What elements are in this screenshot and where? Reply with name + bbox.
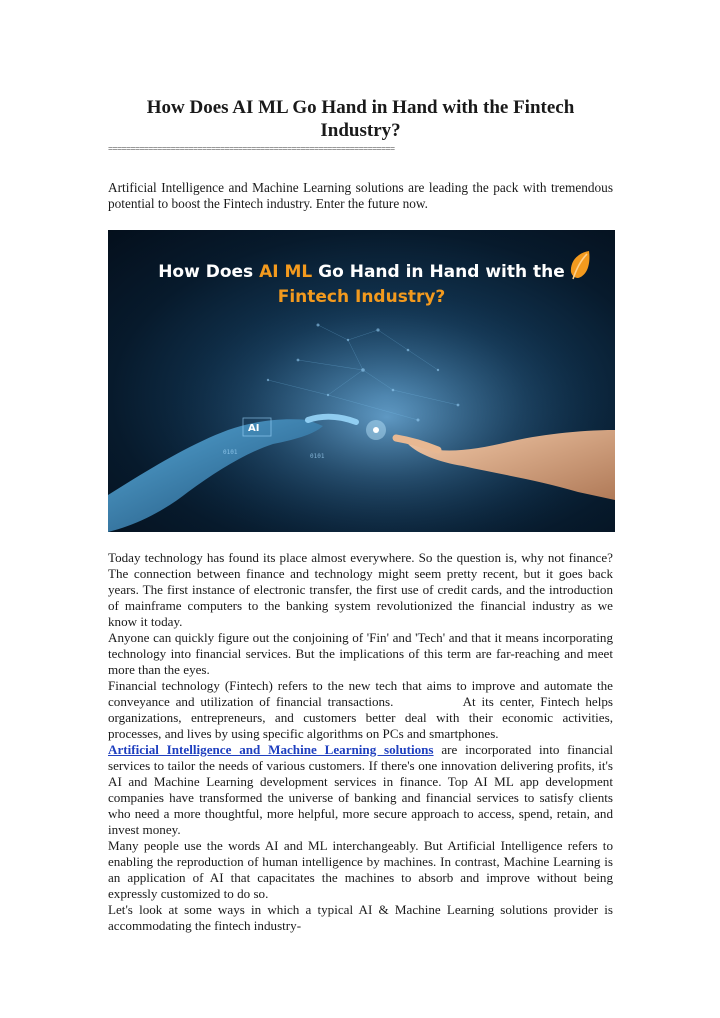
document-page (108, 0, 617, 934)
paragraph-ai-ml-services (108, 742, 613, 838)
hero-image (108, 230, 615, 532)
paragraph-ways-intro: Let's look at some ways in which a typical AI & Machine Learning solutions provider is accommodating the fintech industry- (108, 902, 613, 933)
ai-ml-solutions-link[interactable]: Artificial Intelligence and Machine Learning solutions (108, 742, 434, 757)
leaf-logo-icon (567, 250, 593, 280)
hero-title-highlight: AI ML (259, 262, 313, 282)
paragraph-ai-vs-ml: Many people use the words AI and ML interchangeably. But Artificial Intelligence refers to enabling the reproduction of human intelligence by machines. In contrast, Machine Learning is an application of AI that capacitates the machines to absorb and improve without being expressly customized to do so. (108, 838, 613, 901)
article-body (108, 550, 617, 934)
hero-title-line2: Fintech Industry? (277, 287, 446, 307)
title-underline-rule: ================================================================ (108, 144, 395, 154)
hero-title-mid: Go Hand in Hand with the (312, 262, 565, 282)
paragraph-history: Today technology has found its place almost everywhere. So the question is, why not finance? The connection between finance and technology might seem pretty recent, but it goes back years. The first instance of electronic transfer, the first use of credit cards, and the introduction of mainframe computers to the banking system revolutionized the financial industry as we know it today. (108, 550, 613, 629)
touch-point (373, 427, 379, 433)
paragraph-fintech-definition: Financial technology (Fintech) refers to the new tech that aims to improve and automate the conveyance and utilization of financial transactions. At its center, Fintech helps organizations, entrepreneurs, and customers better deal with their economic activities, processes, and lives by using specific algorithms on PCs and smartphones. (108, 678, 617, 741)
paragraph-ai-ml-services-text: are incorporated into financial services to tailor the needs of various customers. If there's one innovation delivering profits, it's AI and Machine Learning development services in finance. Top AI ML app development companies have transformed the universe of banking and financial services to satisfy clients who need a more thoughtful, more helpful, more secure approach to access, spend, retain, and invest money. (108, 742, 613, 837)
paragraph-fin-tech: Anyone can quickly figure out the conjoining of 'Fin' and 'Tech' and that it means incorporating technology into financial services. But the implications of this term are far-reaching and meet more than the eyes. (108, 630, 613, 677)
hero-title (108, 260, 615, 310)
binary-label-1: 0101 (223, 449, 238, 456)
intro-paragraph: Artificial Intelligence and Machine Learning solutions are leading the pack with tremendous potential to boost the Fintech industry. Enter the future now. (108, 180, 613, 211)
binary-label-2: 0101 (310, 453, 325, 460)
ai-label: AI (248, 423, 260, 434)
page-title: How Does AI ML Go Hand in Hand with the Fintech Industry? (146, 97, 575, 141)
hero-title-prefix: How Does (158, 262, 260, 282)
